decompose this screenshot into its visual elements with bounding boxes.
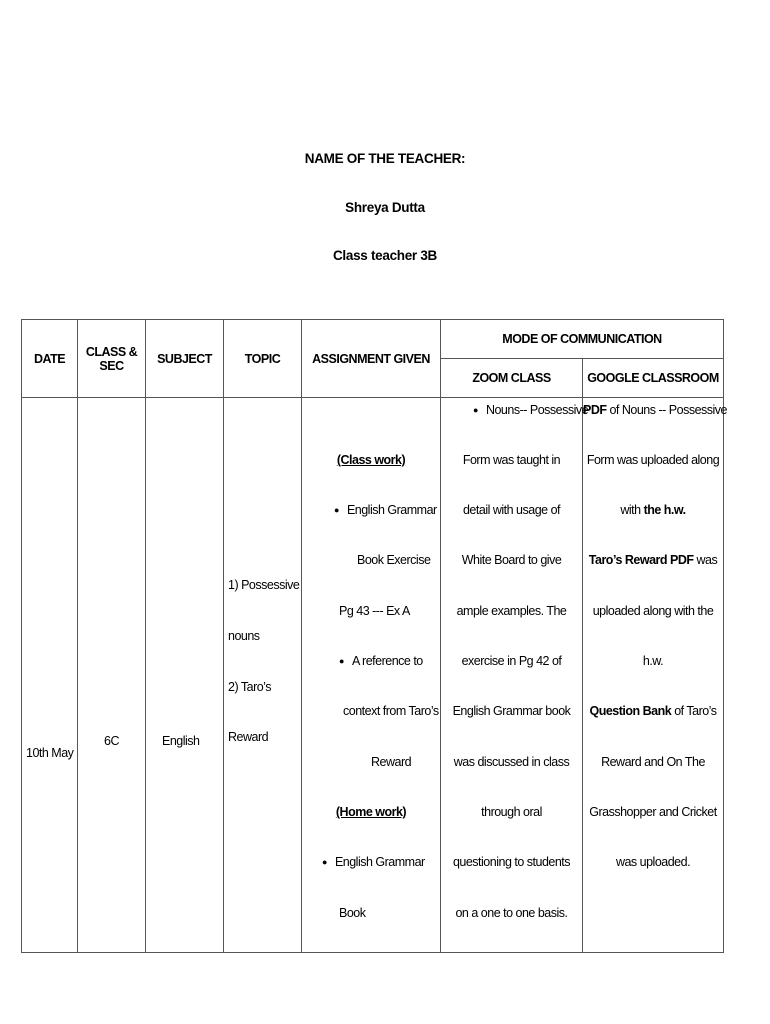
google-header: GOOGLE CLASSROOM — [583, 359, 724, 398]
class-sec-header: CLASS & SEC — [78, 320, 146, 398]
assignment-line: context from Taro’s — [343, 704, 439, 718]
teacher-name: Shreya Dutta — [345, 200, 425, 215]
topic-cell — [224, 398, 302, 953]
assignment-line: ● English Grammar — [334, 503, 437, 517]
subject-value: English — [162, 734, 200, 748]
zoom-line: through oral — [481, 805, 542, 819]
google-line: uploaded along with the — [592, 604, 714, 618]
google-cell — [583, 398, 727, 953]
class-sec-value: 6C — [104, 734, 119, 748]
lesson-plan-table — [21, 319, 727, 953]
assignment-line: ● English Grammar — [322, 855, 425, 869]
google-line: was uploaded. — [615, 855, 691, 869]
google-line: Form was uploaded along — [586, 453, 720, 467]
topic-line: nouns — [228, 629, 260, 643]
topic-line: Reward — [228, 730, 269, 744]
header-row — [22, 320, 724, 359]
class-teacher: Class teacher 3B — [332, 248, 437, 263]
table-row — [22, 398, 724, 953]
zoom-line: exercise in Pg 42 of — [461, 654, 562, 668]
google-line: Reward and On The — [601, 755, 705, 769]
zoom-header: ZOOM CLASS — [441, 359, 583, 398]
class-sec-cell — [78, 398, 146, 953]
topic-line: 2) Taro’s — [228, 680, 271, 694]
zoom-cell — [441, 398, 589, 953]
assignment-line: Pg 43 --- Ex A — [339, 604, 410, 618]
assignment-header: ASSIGNMENT GIVEN — [302, 320, 441, 398]
date-header: DATE — [22, 320, 78, 398]
zoom-line: detail with usage of — [462, 503, 560, 517]
date-value: 10th May — [26, 746, 74, 760]
google-line: with the h.w. — [620, 503, 686, 517]
classwork-heading: (Class work) — [336, 453, 406, 467]
assignment-cell — [302, 398, 441, 953]
google-line: Grasshopper and Cricket — [589, 805, 717, 819]
zoom-line: on a one to one basis. — [455, 906, 568, 920]
assignment-line: Reward — [371, 755, 412, 769]
homework-heading: (Home work) — [335, 805, 407, 819]
assignment-line: ● A reference to — [339, 654, 423, 668]
teacher-name-label: NAME OF THE TEACHER: — [304, 151, 466, 166]
date-cell — [22, 398, 78, 953]
zoom-line: English Grammar book — [452, 704, 571, 718]
zoom-line: White Board to give — [461, 553, 562, 567]
mode-header: MODE OF COMMUNICATION — [441, 320, 724, 359]
assignment-line: Book — [339, 906, 366, 920]
google-line: Question Bank of Taro’s — [589, 704, 717, 718]
subject-header: SUBJECT — [146, 320, 224, 398]
topic-line: 1) Possessive — [228, 578, 300, 592]
zoom-line: was discussed in class — [453, 755, 570, 769]
google-line: Taro’s Reward PDF was — [588, 553, 718, 567]
google-line: PDF of Nouns -- Possessive — [583, 403, 727, 417]
zoom-line: Form was taught in — [462, 453, 561, 467]
assignment-line: Book Exercise — [357, 553, 431, 567]
subject-cell — [146, 398, 224, 953]
zoom-line: ● Nouns-- Possessive — [473, 403, 588, 417]
zoom-line: questioning to students — [452, 855, 571, 869]
zoom-line: ample examples. The — [456, 604, 567, 618]
topic-header: TOPIC — [224, 320, 302, 398]
google-line: h.w. — [642, 654, 664, 668]
